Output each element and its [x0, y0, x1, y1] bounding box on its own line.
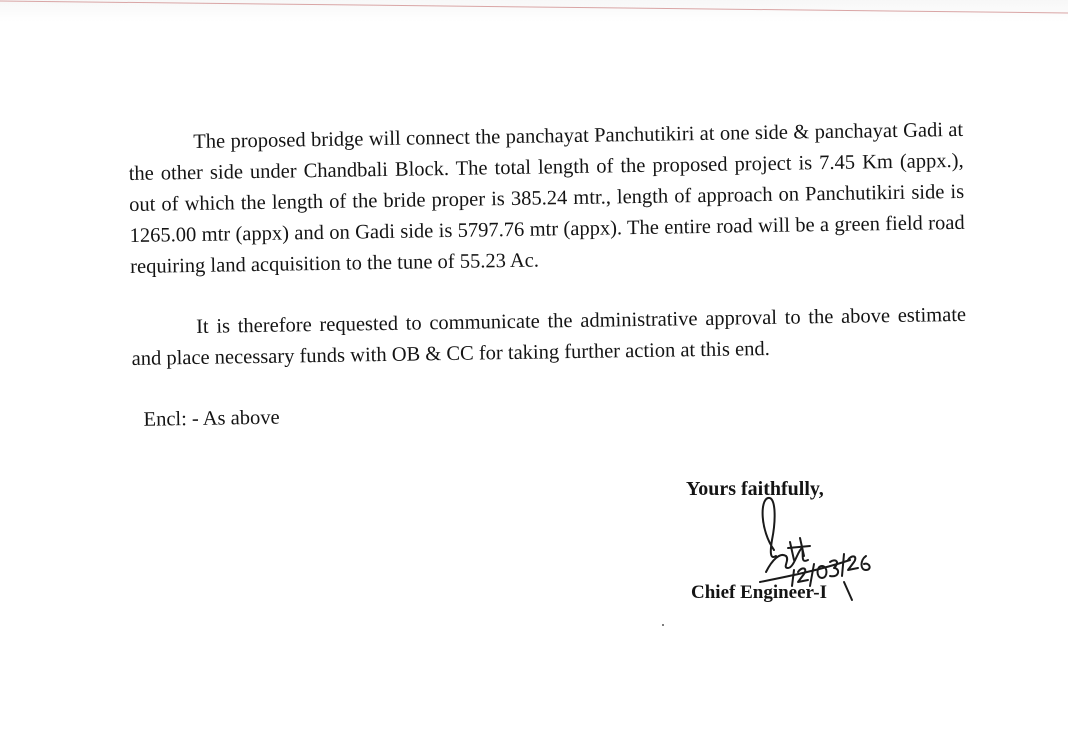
body-paragraph-project-description: The proposed bridge will connect the panchayat Panchutikiri at one side & panchayat Gadi at the other side under Chandbali Block. The total length of the proposed project is 7.45 Km (appx.), out of which the length of the bride proper is 385.24 mtr., length of approach on Panchutikiri side is 1265.00 mtr (appx) and on Gadi side is 5797.76 mtr (appx). The entire road will be a green field road requiring land acquisition to the tune of 55.23 Ac.	[128, 118, 965, 278]
signatory-designation: Chief Engineer-I	[691, 582, 827, 603]
enclosure-note: Encl: - As above	[143, 406, 280, 431]
closing-salutation: Yours faithfully,	[686, 478, 824, 500]
body-paragraph-request: It is therefore requested to communicate the administrative approval to the above estimate and place necessary funds with OB & CC for taking further action at this end.	[131, 303, 967, 370]
letter-body	[128, 115, 968, 436]
paper-top-edge	[0, 0, 1068, 16]
paper-speck	[662, 624, 664, 626]
